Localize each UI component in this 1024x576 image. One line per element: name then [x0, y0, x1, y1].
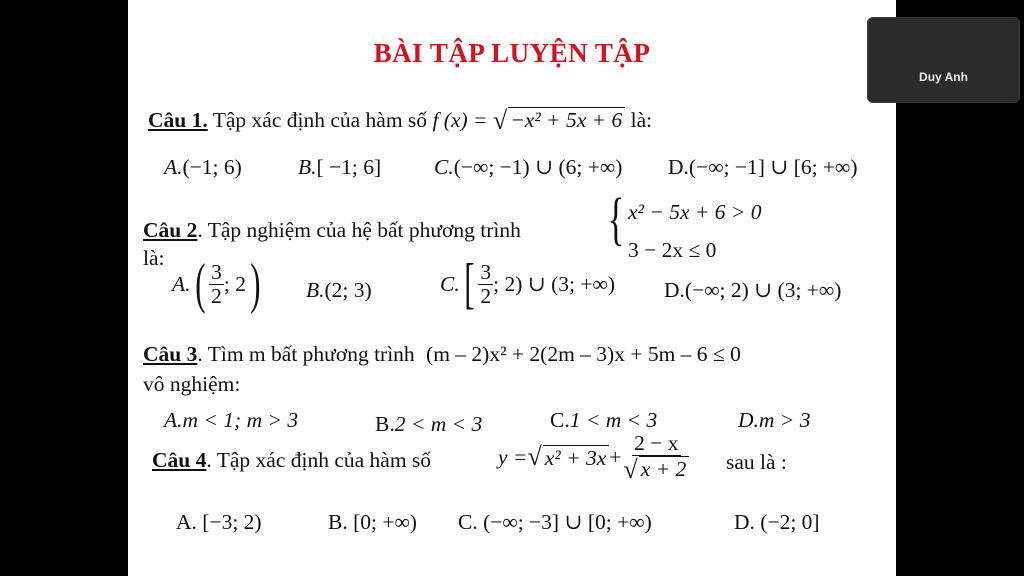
question-2-label: Câu 2: [143, 218, 198, 242]
system-line-1: x² − 5x + 6 > 0: [628, 200, 762, 224]
q3-option-b: B.2 < m < 3: [375, 412, 483, 436]
q4-option-b: B. [0; +∞): [328, 510, 417, 534]
question-3-inequality: (m – 2)x² + 2(2m – 3)x + 5m – 6 ≤ 0: [426, 342, 741, 366]
q3-option-d: D.m > 3: [738, 408, 811, 432]
question-4-suffix: sau là :: [726, 450, 787, 474]
question-1-func: f (x) =: [432, 108, 493, 132]
q4-option-d: D. (−2; 0]: [734, 510, 820, 534]
q4-option-c: C. (−∞; −3] ∪ [0; +∞): [458, 510, 652, 534]
sqrt-symbol: √: [492, 106, 508, 135]
question-2-text: . Tập nghiệm của hệ bất phương trình: [197, 218, 521, 242]
question-3-text: . Tìm m bất phương trình: [197, 342, 421, 366]
question-3-label: Câu 3: [143, 342, 198, 366]
question-1: [148, 106, 652, 136]
q2-option-d: D.(−∞; 2) ∪ (3; +∞): [664, 278, 842, 302]
left-brace: {: [607, 186, 625, 251]
question-1-label: Câu 1.: [148, 108, 208, 132]
question-4-function: y = √ x² + 3x + $\frac{2 - x}{√ x + 2}$: [498, 432, 691, 483]
q1-option-d: D.(−∞; −1] ∪ [6; +∞): [668, 155, 858, 179]
question-2-text2: là:: [143, 246, 165, 270]
inequality-system: [602, 186, 630, 251]
question-1-text: Tập xác định của hàm số: [207, 108, 433, 132]
q3-option-a: A.m < 1; m > 3: [164, 408, 299, 432]
q1-option-a: A.(−1; 6): [164, 155, 242, 179]
q1-option-b: B.[ −1; 6]: [298, 155, 382, 179]
q2-option-b: B.(2; 3): [306, 278, 372, 302]
question-4-label: Câu 4: [152, 448, 207, 472]
question-2: [143, 218, 521, 243]
question-1-suffix: là:: [625, 108, 653, 132]
question-3-text2: vô nghiệm:: [143, 372, 241, 396]
slide: [128, 0, 896, 576]
system-line-2: 3 − 2x ≤ 0: [628, 238, 717, 262]
q3-option-c: C.1 < m < 3: [550, 408, 658, 432]
question-4-text: . Tập xác định của hàm số: [206, 448, 432, 472]
participant-video-tile[interactable]: [867, 17, 1020, 103]
question-4: [152, 448, 431, 473]
q2-option-a: A. ( $\frac{3}{2}$ ; 2 ): [172, 253, 261, 315]
q4-option-a: A. [−3; 2): [176, 510, 262, 534]
q2-option-c: C. [ $\frac{3}{2}$ ; 2) ∪ (3; +∞): [440, 253, 616, 315]
participant-name: Duy Anh: [919, 70, 968, 84]
question-3: [143, 342, 741, 367]
question-1-radicand: −x² + 5x + 6: [508, 107, 625, 133]
slide-title: BÀI TẬP LUYỆN TẬP: [373, 38, 651, 68]
q1-option-c: C.(−∞; −1) ∪ (6; +∞): [434, 155, 623, 179]
